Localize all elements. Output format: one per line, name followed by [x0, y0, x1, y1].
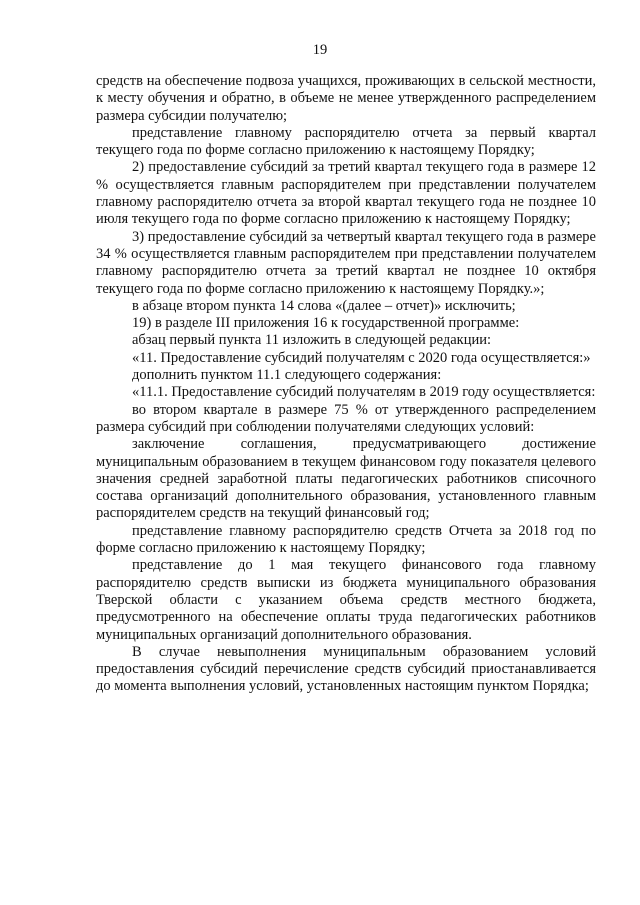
- paragraph-12: заключение соглашения, предусматривающего достижение муниципальным образованием в текущем финансовом году показателя целевого значения средней заработной платы педагогических работников списочного состава организаций дополнительного образования, установленного главным распорядителем средств на текущий финансовый год;: [96, 436, 596, 522]
- paragraph-15: В случае невыполнения муниципальным образованием условий предоставления субсидий перечисление средств субсидий приостанавливается до момента выполнения условий, установленных настоящим пунктом Порядка;: [96, 643, 596, 695]
- paragraph-1: средств на обеспечение подвоза учащихся, проживающих в сельской местности, к месту обучения и обратно, в объеме не менее утвержденного распределением размера субсидии получателю;: [96, 73, 596, 124]
- paragraph-9: дополнить пунктом 11.1 следующего содержания:: [132, 367, 442, 384]
- paragraph-2: представление главному распорядителю отчета за первый квартал текущего года по форме согласно приложению к настоящему Порядку;: [96, 124, 596, 159]
- paragraph-11: во втором квартале в размере 75 % от утвержденного распределением размера субсидий при соблюдении получателями следующих условий:: [96, 401, 596, 435]
- paragraph-10: «11.1. Предоставление субсидий получателям в 2019 году осуществляется:: [132, 384, 596, 401]
- paragraph-8: «11. Предоставление субсидий получателям с 2020 года осуществляется:»: [132, 349, 591, 366]
- paragraph-6: 19) в разделе III приложения 16 к государственной программе:: [132, 315, 520, 332]
- page-number: 19: [312, 42, 328, 58]
- document-body: [96, 73, 596, 696]
- paragraph-7: абзац первый пункта 11 изложить в следующей редакции:: [132, 332, 492, 349]
- paragraph-4: 3) предоставление субсидий за четвертый квартал текущего года в размере 34 % осуществляется главным распорядителем при представлении получателем главному распорядителю отчета за третий квартал не позднее 10 октября текущего года по форме согласно приложению к настоящему Порядку.»;: [96, 228, 596, 297]
- paragraph-13: представление главному распорядителю средств Отчета за 2018 год по форме согласно приложению к настоящему Порядку;: [96, 522, 596, 557]
- paragraph-3: 2) предоставление субсидий за третий квартал текущего года в размере 12 % осуществляется главным распорядителем при представлении получателем главному распорядителю отчета за второй квартал текущего года не позднее 10 июля текущего года по форме согласно приложению к настоящему Порядку;: [96, 159, 596, 228]
- paragraph-5: в абзаце втором пункта 14 слова «(далее – отчет)» исключить;: [132, 297, 516, 314]
- paragraph-14: представление до 1 мая текущего финансового года главному распорядителю средств выписки из бюджета муниципального образования Тверской области с указанием объема средств местного бюджета, предусмотренного на обеспечение оплаты труда педагогических работников муниципальных организаций дополнительного образования.: [96, 557, 596, 643]
